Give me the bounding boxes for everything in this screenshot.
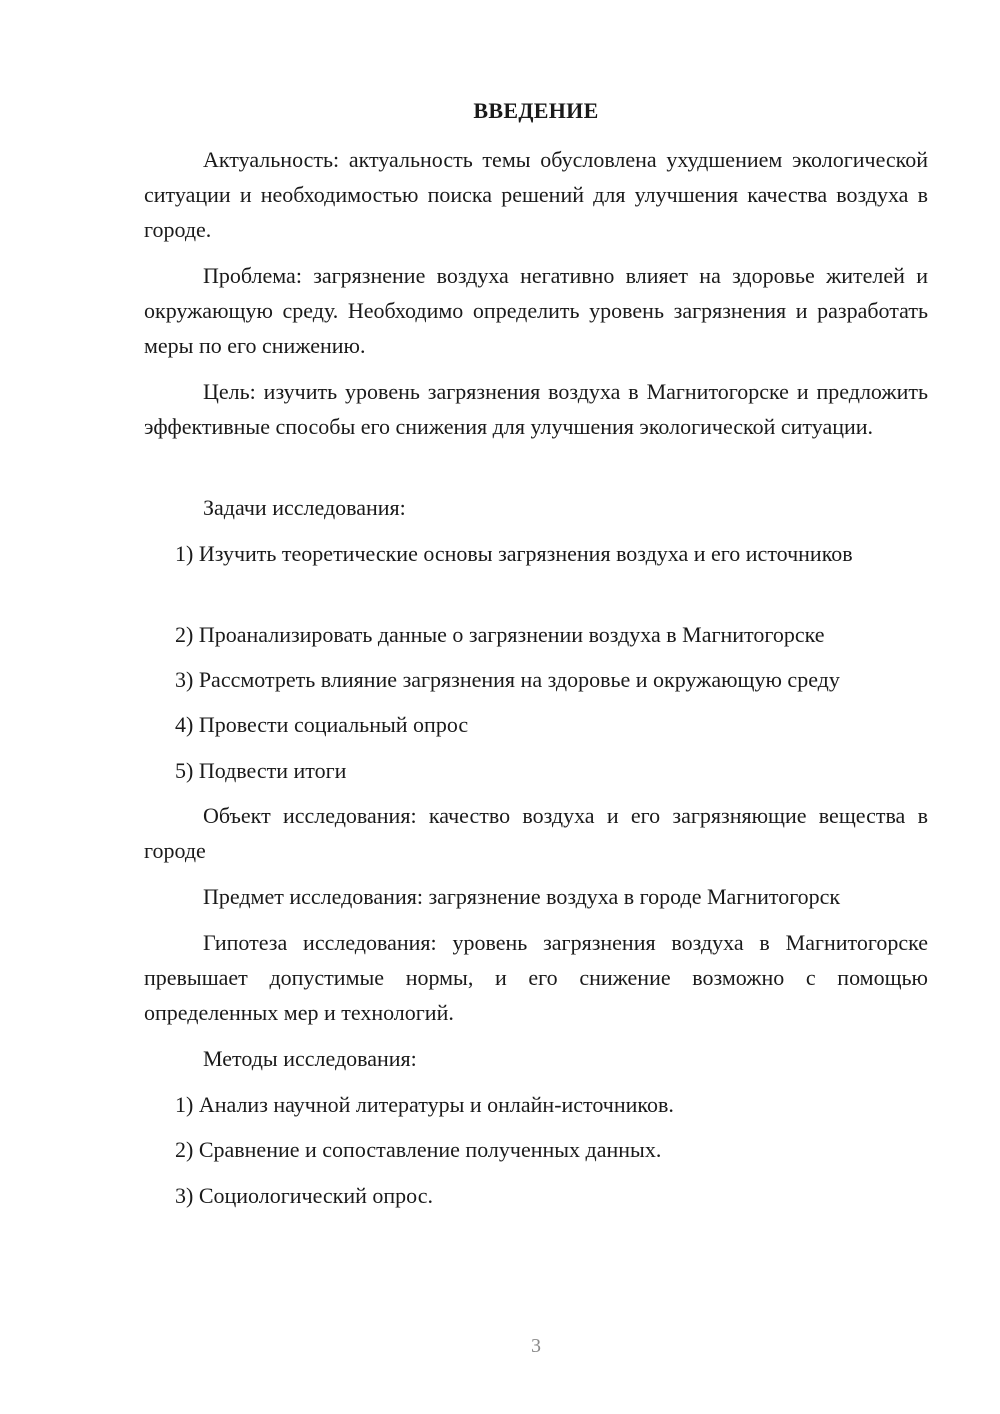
section-title: ВВЕДЕНИЕ xyxy=(473,98,599,123)
page-number: 3 xyxy=(531,1335,541,1357)
method-item: 2) Сравнение и сопоставление полученных данных. xyxy=(175,1137,662,1162)
subject-paragraph: Предмет исследования: загрязнение воздуха в городе Магнитогорск xyxy=(203,884,841,909)
hypothesis-paragraph: Гипотеза исследования: уровень загрязнения воздуха в Магнитогорске превышает допустимые нормы, и его снижение возможно с помощью определенных мер и технологий. xyxy=(144,930,928,1025)
method-item: 3) Социологический опрос. xyxy=(175,1183,433,1208)
relevance-paragraph: Актуальность: актуальность темы обусловлена ухудшением экологической ситуации и необходимостью поиска решений для улучшения качества воздуха в городе. xyxy=(144,147,928,242)
task-item: 2) Проанализировать данные о загрязнении воздуха в Магнитогорске xyxy=(175,622,825,647)
problem-paragraph: Проблема: загрязнение воздуха негативно влияет на здоровье жителей и окружающую среду. Необходимо определить уровень загрязнения и разработать меры по его снижению. xyxy=(144,263,928,358)
task-item: 1) Изучить теоретические основы загрязнения воздуха и его источников xyxy=(175,541,853,566)
task-item: 5) Подвести итоги xyxy=(175,758,347,783)
document-page xyxy=(144,0,928,1414)
methods-heading: Методы исследования: xyxy=(203,1046,417,1071)
tasks-heading: Задачи исследования: xyxy=(203,495,406,520)
object-paragraph: Объект исследования: качество воздуха и его загрязняющие вещества в городе xyxy=(144,803,928,863)
task-item: 3) Рассмотреть влияние загрязнения на здоровье и окружающую среду xyxy=(175,667,840,692)
goal-paragraph: Цель: изучить уровень загрязнения воздуха в Магнитогорске и предложить эффективные способы его снижения для улучшения экологической ситуации. xyxy=(144,379,928,439)
task-item: 4) Провести социальный опрос xyxy=(175,712,469,737)
method-item: 1) Анализ научной литературы и онлайн-источников. xyxy=(175,1092,674,1117)
